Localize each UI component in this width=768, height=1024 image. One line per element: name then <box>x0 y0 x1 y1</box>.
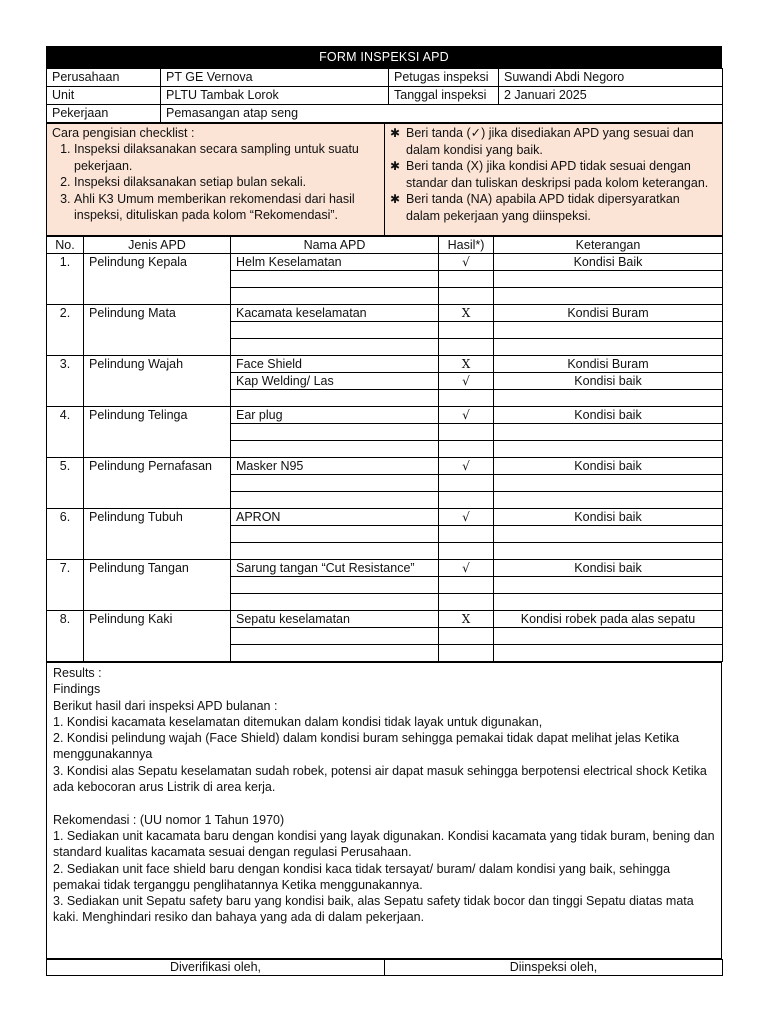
apd-nama: Kap Welding/ Las <box>231 373 439 390</box>
apd-hasil <box>439 475 494 492</box>
mark-instruction-text: Beri tanda (NA) apabila APD tidak dipersyaratkan dalam pekerjaan yang diinspeksi. <box>406 192 680 223</box>
instruction-step: 3. Ahli K3 Umum memberikan rekomendasi dari hasil inspeksi, dituliskan pada kolom “Rekomendasi”. <box>74 191 379 224</box>
apd-hasil <box>439 492 494 509</box>
apd-nama <box>231 628 439 645</box>
apd-hasil <box>439 441 494 458</box>
apd-nama <box>231 390 439 407</box>
apd-no: 5. <box>47 458 84 509</box>
mark-instruction <box>390 191 717 224</box>
apd-no: 8. <box>47 611 84 662</box>
apd-hasil <box>439 526 494 543</box>
apd-hasil <box>439 594 494 611</box>
mark-instruction <box>390 125 717 158</box>
apd-keterangan: Kondisi baik <box>494 458 723 475</box>
apd-no: 7. <box>47 560 84 611</box>
findings-intro: Berikut hasil dari inspeksi APD bulanan : <box>53 698 278 713</box>
rekomendasi-label: Rekomendasi : (UU nomor 1 Tahun 1970) <box>53 812 285 827</box>
apd-keterangan <box>494 339 723 356</box>
apd-nama: Masker N95 <box>231 458 439 475</box>
apd-nama <box>231 594 439 611</box>
apd-row <box>47 560 723 577</box>
apd-nama <box>231 492 439 509</box>
apd-keterangan: Kondisi baik <box>494 509 723 526</box>
form-title: FORM INSPEKSI APD <box>46 46 722 68</box>
petugas-value: Suwandi Abdi Negoro <box>499 69 723 87</box>
col-header-jenis: Jenis APD <box>84 237 231 254</box>
apd-nama: Helm Keselamatan <box>231 254 439 271</box>
apd-keterangan <box>494 271 723 288</box>
apd-keterangan: Kondisi baik <box>494 407 723 424</box>
apd-nama <box>231 475 439 492</box>
unit-label: Unit <box>47 87 161 105</box>
perusahaan-value: PT GE Vernova <box>161 69 389 87</box>
findings-label: Findings <box>53 682 101 697</box>
apd-jenis: Pelindung Kepala <box>84 254 231 305</box>
perusahaan-label: Perusahaan <box>47 69 161 87</box>
rekomendasi-item: 3. Sediakan unit Sepatu safety baru yang kondisi baik, alas Sepatu safety tidak bocor dan tinggi Sepatu diatas mata kaki. Menghindari resiko dan bahaya yang ada di dalam pekerjaan. <box>53 894 694 925</box>
instructions-steps <box>47 124 385 236</box>
marks-list <box>390 125 717 224</box>
apd-nama <box>231 543 439 560</box>
apd-header-row <box>47 237 723 254</box>
apd-keterangan <box>494 645 723 662</box>
unit-value: PLTU Tambak Lorok <box>161 87 389 105</box>
inspection-form <box>46 46 722 976</box>
apd-jenis: Pelindung Pernafasan <box>84 458 231 509</box>
finding-item: 3. Kondisi alas Sepatu keselamatan sudah robek, potensi air dapat masuk sehingga berpotensi electrical shock Ketika ada kebocoran arus Listrik di area kerja. <box>53 763 707 795</box>
apd-row <box>47 458 723 475</box>
apd-no: 2. <box>47 305 84 356</box>
mark-instruction-text: Beri tanda (✓) jika disediakan APD yang sesuai dan dalam kondisi yang baik. <box>406 126 694 157</box>
apd-hasil: √ <box>439 407 494 424</box>
apd-jenis: Pelindung Tangan <box>84 560 231 611</box>
apd-hasil: X <box>439 305 494 322</box>
apd-jenis: Pelindung Kaki <box>84 611 231 662</box>
results-label: Results : <box>53 666 102 680</box>
verified-by-label: Diverifikasi oleh, <box>47 960 385 976</box>
apd-nama: Face Shield <box>231 356 439 373</box>
apd-keterangan <box>494 288 723 305</box>
finding-item: 1. Kondisi kacamata keselamatan ditemukan dalam kondisi tidak layak untuk digunakan, <box>53 714 543 729</box>
apd-nama <box>231 577 439 594</box>
apd-keterangan <box>494 492 723 509</box>
mark-instruction-text: Beri tanda (X) jika kondisi APD tidak sesuai dengan standar dan tuliskan deskripsi pada kolom keterangan. <box>406 159 709 190</box>
col-header-nama: Nama APD <box>231 237 439 254</box>
apd-row <box>47 407 723 424</box>
apd-hasil: √ <box>439 509 494 526</box>
apd-nama: APRON <box>231 509 439 526</box>
apd-nama <box>231 424 439 441</box>
apd-no: 1. <box>47 254 84 305</box>
apd-no: 3. <box>47 356 84 407</box>
apd-no: 6. <box>47 509 84 560</box>
apd-hasil <box>439 288 494 305</box>
apd-nama <box>231 322 439 339</box>
apd-hasil <box>439 322 494 339</box>
apd-row <box>47 611 723 628</box>
apd-nama: Sarung tangan “Cut Resistance” <box>231 560 439 577</box>
apd-hasil <box>439 271 494 288</box>
apd-keterangan <box>494 424 723 441</box>
signature-row <box>46 959 723 976</box>
apd-hasil <box>439 424 494 441</box>
apd-keterangan: Kondisi Baik <box>494 254 723 271</box>
apd-keterangan <box>494 322 723 339</box>
apd-hasil: √ <box>439 254 494 271</box>
apd-hasil: √ <box>439 373 494 390</box>
apd-jenis: Pelindung Wajah <box>84 356 231 407</box>
apd-hasil <box>439 577 494 594</box>
inspected-by-label: Diinspeksi oleh, <box>385 960 723 976</box>
apd-keterangan <box>494 577 723 594</box>
apd-keterangan <box>494 594 723 611</box>
apd-nama <box>231 339 439 356</box>
asterisk-bullet-icon: ✱ <box>390 159 401 173</box>
apd-keterangan <box>494 390 723 407</box>
apd-keterangan <box>494 475 723 492</box>
apd-nama: Ear plug <box>231 407 439 424</box>
apd-nama <box>231 526 439 543</box>
tanggal-label: Tanggal inspeksi <box>389 87 499 105</box>
apd-hasil: √ <box>439 458 494 475</box>
petugas-label: Petugas inspeksi <box>389 69 499 87</box>
apd-keterangan: Kondisi Buram <box>494 305 723 322</box>
results-cell <box>47 663 722 959</box>
rekomendasi-item: 2. Sediakan unit face shield baru dengan kondisi kaca tidak tersayat/ buram/ dalam kondisi yang baik, sehingga pemakai tidak terganggu penglihatannya Ketika menggunakannya. <box>53 861 671 892</box>
apd-keterangan <box>494 441 723 458</box>
col-header-no: No. <box>47 237 84 254</box>
rekomendasi-item: 1. Sediakan unit kacamata baru dengan kondisi yang layak digunakan. Kondisi kacamata yang tidak buram, bening dan standard kualitas kacamata sesuai dengan regulasi Perusahaan. <box>53 828 715 860</box>
apd-checklist-table <box>46 236 723 662</box>
apd-hasil <box>439 628 494 645</box>
apd-jenis: Pelindung Tubuh <box>84 509 231 560</box>
mark-instruction <box>390 158 717 191</box>
apd-hasil: X <box>439 356 494 373</box>
instructions-box <box>46 123 723 236</box>
asterisk-bullet-icon: ✱ <box>390 126 401 140</box>
pekerjaan-label: Pekerjaan <box>47 105 161 123</box>
apd-hasil <box>439 543 494 560</box>
finding-item: 2. Kondisi pelindung wajah (Face Shield) dalam kondisi buram sehingga pemakai tidak dapat melihat jelas Ketika menggunakannya <box>53 731 680 762</box>
apd-hasil: X <box>439 611 494 628</box>
apd-nama <box>231 271 439 288</box>
apd-nama <box>231 645 439 662</box>
apd-no: 4. <box>47 407 84 458</box>
header-table <box>46 68 723 123</box>
asterisk-bullet-icon: ✱ <box>390 192 401 206</box>
apd-keterangan: Kondisi baik <box>494 560 723 577</box>
apd-keterangan <box>494 543 723 560</box>
apd-hasil <box>439 645 494 662</box>
apd-keterangan: Kondisi baik <box>494 373 723 390</box>
pekerjaan-value: Pemasangan atap seng <box>161 105 723 123</box>
apd-row <box>47 254 723 271</box>
apd-keterangan <box>494 526 723 543</box>
spacer <box>53 795 715 811</box>
results-section <box>46 662 722 959</box>
apd-row <box>47 356 723 373</box>
col-header-hasil: Hasil*) <box>439 237 494 254</box>
instructions-heading: Cara pengisian checklist : <box>52 126 195 140</box>
apd-nama: Kacamata keselamatan <box>231 305 439 322</box>
apd-nama <box>231 288 439 305</box>
apd-hasil <box>439 390 494 407</box>
apd-row <box>47 509 723 526</box>
apd-keterangan: Kondisi robek pada alas sepatu <box>494 611 723 628</box>
tanggal-value: 2 Januari 2025 <box>499 87 723 105</box>
apd-nama: Sepatu keselamatan <box>231 611 439 628</box>
apd-hasil <box>439 339 494 356</box>
apd-row <box>47 305 723 322</box>
apd-nama <box>231 441 439 458</box>
instruction-step: 1. Inspeksi dilaksanakan secara sampling untuk suatu pekerjaan. <box>74 141 379 174</box>
apd-jenis: Pelindung Telinga <box>84 407 231 458</box>
instruction-step: 2. Inspeksi dilaksanakan setiap bulan sekali. <box>74 174 379 191</box>
apd-hasil: √ <box>439 560 494 577</box>
instructions-marks <box>385 124 723 236</box>
apd-keterangan <box>494 628 723 645</box>
apd-keterangan: Kondisi Buram <box>494 356 723 373</box>
apd-jenis: Pelindung Mata <box>84 305 231 356</box>
col-header-keterangan: Keterangan <box>494 237 723 254</box>
instructions-list <box>52 141 379 224</box>
